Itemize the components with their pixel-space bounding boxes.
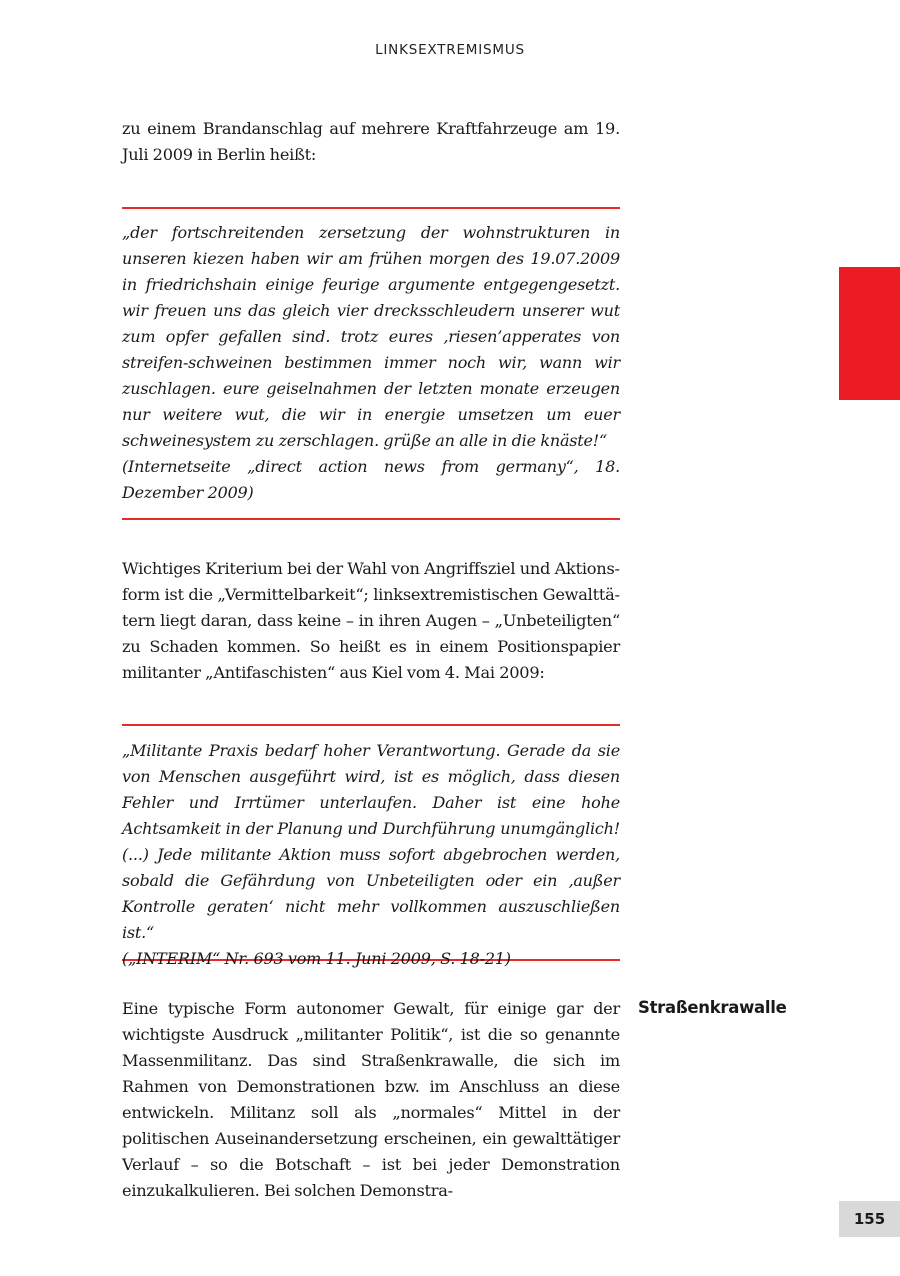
intro-paragraph: zu einem Brandanschlag auf mehrere Kraftfahrzeuge am 19. Juli 2009 in Berlin heißt:	[122, 119, 620, 164]
paragraph-2: Wichtiges Kriterium bei der Wahl von Angriffsziel und Aktionsform ist die „Vermittelbarkeit“; linksextremistischen Gewalttätern liegt daran, dass keine – in ihren Augen – „Unbeteiligten“ zu Schaden kommen. So heißt es in einem Positionspapier militanter „Antifaschisten“ aus Kiel vom 4. Mai 2009:	[122, 559, 620, 682]
quote-1-source: (Internetseite „direct action news from germany“, 18. Dezember 2009)	[122, 457, 620, 502]
margin-note-strassenkrawalle: Straßenkrawalle	[638, 998, 787, 1017]
quote-box-1	[122, 207, 620, 520]
quote-2-source: („INTERIM“ Nr. 693 vom 11. Juni 2009, S. 18-21)	[122, 949, 511, 968]
quote-box-2	[122, 724, 620, 968]
quote-2-text: „Militante Praxis bedarf hoher Verantwortung. Gerade da sie von Menschen ausgeführt wird, ist es möglich, dass diesen Fehler und Irrtümer unterlaufen. Daher ist eine hohe Achtsamkeit in der Planung und Durchführung unumgänglich! (...) Jede militante Aktion muss sofort abgebrochen werden, sobald die Gefährdung von Unbeteiligten oder ein ‚außer Kontrolle geraten‘ nicht mehr vollkommen auszuschließen ist.“	[122, 741, 620, 942]
page-number: 155	[839, 1201, 900, 1237]
paragraph-2-block	[122, 556, 620, 686]
intro-block	[122, 116, 620, 168]
quote-1-text: „der fortschreitenden zersetzung der wohnstrukturen in unseren kiezen haben wir am frühen morgen des 19.07.2009 in friedrichshain einige feurige argumente entgegengesetzt. wir freuen uns das gleich vier drecksschleudern unserer wut zum opfer gefallen sind. trotz eures ‚riesen’apperates von streifen-schweinen bestimmen immer noch wir, wann wir zuschlagen. eure geiselnahmen der letzten monate erzeugen nur weitere wut, die wir in energie umsetzen um euer schweinesystem zu zerschlagen. grüße an alle in die knäste!“	[122, 223, 620, 450]
running-head: LINKSEXTREMISMUS	[375, 42, 525, 58]
paragraph-3: Eine typische Form autonomer Gewalt, für einige gar der wichtigste Ausdruck „militanter Politik“, ist die so genannte Massenmilitanz. Das sind Straßenkrawalle, die sich im Rahmen von Demonstrationen bzw. im Anschluss an diese entwickeln. Militanz soll als „normales“ Mittel in der politischen Auseinandersetzung erscheinen, ein gewalttätiger Verlauf – so die Botschaft – ist bei jeder Demonstration einzukalkulieren. Bei solchen Demonstra-	[122, 999, 620, 1200]
paragraph-3-block	[122, 996, 620, 1204]
chapter-tab-marker	[839, 267, 900, 400]
